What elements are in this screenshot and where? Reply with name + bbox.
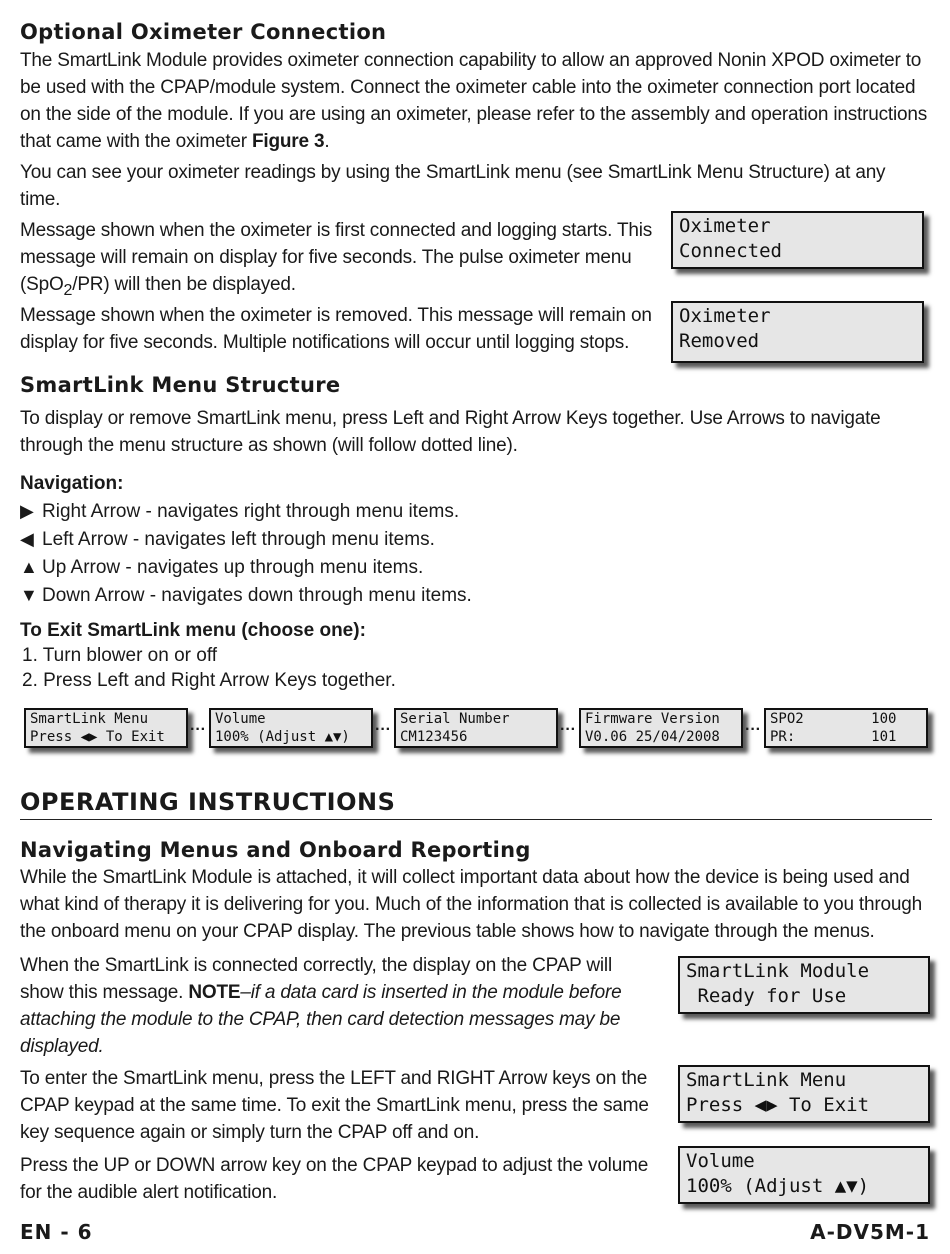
connected-message-paragraph: When the SmartLink is connected correctly, the display on the CPAP will show this message. NOTE–if a data card is inserted in the module before attaching the module to the CPAP, then card detection messages may be displayed. [20, 955, 622, 1057]
nav-item-up: ▲ Up Arrow - navigates up through menu items. [20, 553, 423, 582]
menu-chain-volume: Volume 100% (Adjust ▲▼) [209, 708, 373, 748]
exit-item-1: 1. Turn blower on or off [22, 645, 218, 666]
dotted-connector: ··· [375, 721, 391, 738]
note-label: NOTE [188, 982, 241, 1003]
figure-reference: Figure 3 [252, 131, 325, 152]
menu-chain-firmware: Firmware Version V0.06 25/04/2008 [579, 708, 743, 748]
lcd-smartlink-menu: SmartLink Menu Press ◀▶ To Exit [678, 1065, 930, 1123]
footer-document-code: A-DV5M-1 [810, 1220, 930, 1244]
oximeter-removed-paragraph: Message shown when the oximeter is removed. This message will remain on display for five seconds. Multiple notifications will occur until logging stops. [20, 305, 652, 353]
menu-chain-spo2: SPO2 100 PR: 101 [764, 708, 928, 748]
lcd-oximeter-removed: Oximeter Removed [671, 301, 924, 363]
dotted-connector: ··· [190, 721, 206, 738]
down-arrow-icon: ▼ [20, 585, 38, 605]
exit-item-2: 2. Press Left and Right Arrow Keys together. [22, 670, 396, 691]
navigating-intro-paragraph: While the SmartLink Module is attached, it will collect important data about how the device is being used and what kind of therapy it is delivering for you. Much of the information that is collected is available to you through the onboard menu on your CPAP display. The previous table shows how to navigate through the menus. [20, 867, 922, 942]
oximeter-connected-paragraph: Message shown when the oximeter is first connected and logging starts. This message will remain on display for five seconds. The pulse oximeter menu (SpO$_2$/PR) will then be displayed. [20, 220, 653, 299]
exit-heading: To Exit SmartLink menu (choose one): [20, 620, 366, 641]
lcd-oximeter-connected: Oximeter Connected [671, 211, 924, 269]
enter-menu-paragraph: To enter the SmartLink menu, press the LEFT and RIGHT Arrow keys on the CPAP keypad at the same time. To exit the SmartLink menu, press the same key sequence again or simply turn the CPAP off and on. [20, 1068, 649, 1143]
oximeter-intro-paragraph: The SmartLink Module provides oximeter connection capability to allow an approved Nonin XPOD oximeter to be used with the CPAP/module system. Connect the oximeter cable into the oximeter connection port located on the side of the module. If you are using an oximeter, please refer to the assembly and operation instructions that came with the oximeter Figure 3. [20, 50, 928, 152]
operating-instructions-heading: OPERATING INSTRUCTIONS [20, 788, 396, 816]
oximeter-readings-paragraph: You can see your oximeter readings by using the SmartLink menu (see SmartLink Menu Structure) at any time. [20, 162, 886, 210]
lcd-volume: Volume 100% (Adjust ▲▼) [678, 1146, 930, 1204]
right-arrow-icon: ▶ [20, 501, 34, 521]
lcd-smartlink-ready: SmartLink Module Ready for Use [678, 956, 930, 1014]
menu-chain-serial: Serial Number CM123456 [394, 708, 558, 748]
section-title-oximeter: Optional Oximeter Connection [20, 20, 387, 44]
nav-item-left: ◀ Left Arrow - navigates left through menu items. [20, 525, 435, 554]
dotted-connector: ··· [560, 721, 576, 738]
menu-chain-smartlink: SmartLink Menu Press ◀▶ To Exit [24, 708, 188, 748]
up-arrow-icon: ▲ [20, 557, 38, 577]
nav-item-down: ▼ Down Arrow - navigates down through menu items. [20, 581, 472, 610]
left-arrow-icon: ◀ [20, 529, 34, 549]
nav-item-right: ▶ Right Arrow - navigates right through menu items. [20, 497, 459, 526]
navigation-heading: Navigation: [20, 473, 124, 494]
volume-paragraph: Press the UP or DOWN arrow key on the CPAP keypad to adjust the volume for the audible alert notification. [20, 1155, 649, 1203]
footer-page-number: EN - 6 [20, 1220, 93, 1244]
section-title-navigating: Navigating Menus and Onboard Reporting [20, 838, 531, 862]
menu-structure-intro: To display or remove SmartLink menu, press Left and Right Arrow Keys together. Use Arrows to navigate through the menu structure as shown (will follow dotted line). [20, 408, 881, 456]
heading-rule [20, 819, 932, 820]
dotted-connector: ··· [745, 721, 761, 738]
section-title-menu-structure: SmartLink Menu Structure [20, 373, 341, 397]
